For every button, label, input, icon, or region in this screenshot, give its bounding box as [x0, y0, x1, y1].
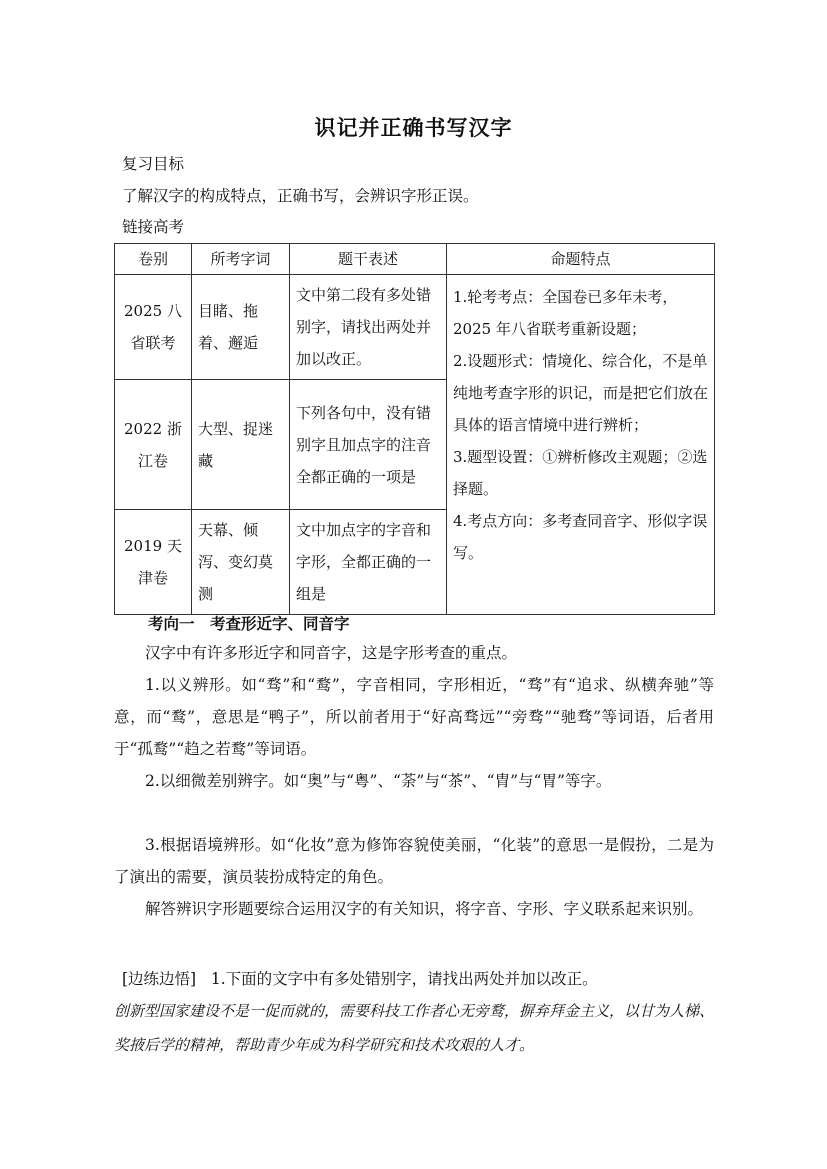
table-header-cell: 卷别 [115, 244, 192, 275]
feature-item: 4.考点方向：多考查同音字、形似字误写。 [453, 512, 708, 562]
table-header-cell: 题干表述 [290, 244, 447, 275]
gaokao-link-heading: 链接高考 [122, 218, 185, 236]
paragraph: 3.根据语境辨形。如“化妆”意为修饰容貌使美丽，“化装”的意思一是假扮，二是为了演出的需要，演员装扮成特定的角色。 [114, 836, 714, 886]
exercise-prompt: 1.下面的文字中有多处错别字，请找出两处并加以改正。 [210, 970, 598, 988]
page-title: 识记并正确书写汉字 [314, 115, 513, 140]
paper-cell: 2019 天津卷 [115, 510, 192, 615]
table-header-cell: 所考字词 [192, 244, 290, 275]
paragraph: 2.以细微差别辨字。如“奥”与“粤”、“荼”与“茶”、“胄”与“胃”等字。 [145, 772, 612, 790]
paragraph: 解答辨识字形题要综合运用汉字的有关知识，将字音、字形、字义联系起来识别。 [145, 900, 704, 918]
table-row [115, 275, 715, 380]
words-cell: 目睹、拖着、邂逅 [192, 275, 290, 380]
paper-cell: 2025 八省联考 [115, 275, 192, 380]
stem-cell: 文中加点字的字音和字形，全都正确的一组是 [290, 510, 447, 615]
feature-item: 1.轮考考点：全国卷已多年未考，2025 年八省联考重新设题； [453, 288, 678, 338]
exam-table [114, 243, 715, 615]
paragraph: 汉字中有许多形近字和同音字，这是字形考查的重点。 [145, 644, 518, 662]
table-header-cell: 命题特点 [447, 244, 715, 275]
stem-cell: 下列各句中，没有错别字且加点字的注音全都正确的一项是 [290, 380, 447, 510]
feature-item: 3.题型设置：①辨析修改主观题；②选择题。 [453, 448, 708, 498]
paper-cell: 2022 浙江卷 [115, 380, 192, 510]
feature-item: 2.设题形式：情境化、综合化，不是单纯地考查字形的识记，而是把它们放在具体的语言情境中进行辨析； [453, 352, 709, 434]
review-goal-heading: 复习目标 [122, 155, 185, 173]
paragraph: 1.以义辨形。如“骛”和“鹜”，字音相同，字形相近，“骛”有“追求、纵横奔驰”等意，而“鹜”，意思是“鸭子”，所以前者用于“好高骛远”“旁骛”“驰骛”等词语，后者用于“孤鹜”“趋之若鹜”等词语。 [114, 676, 714, 758]
table-header-row [115, 244, 715, 275]
words-cell: 大型、捉迷藏 [192, 380, 290, 510]
exercise-passage: 创新型国家建设不是一促而就的，需要科技工作者心无旁鹜，摒弃拜金主义，以甘为人梯、奖掖后学的精神，帮助青少年成为科学研究和技术攻艰的人才。 [114, 1002, 715, 1054]
stem-cell: 文中第二段有多处错别字，请找出两处并加以改正。 [290, 275, 447, 380]
direction-heading: 考向一 考查形近字、同音字 [148, 614, 350, 633]
exercise-line [122, 967, 598, 989]
exercise-tag: [边练边悟] [122, 970, 197, 988]
words-cell: 天幕、倾泻、变幻莫测 [192, 510, 290, 615]
features-cell [447, 275, 715, 615]
review-goal-text: 了解汉字的构成特点，正确书写，会辨识字形正误。 [122, 187, 479, 205]
